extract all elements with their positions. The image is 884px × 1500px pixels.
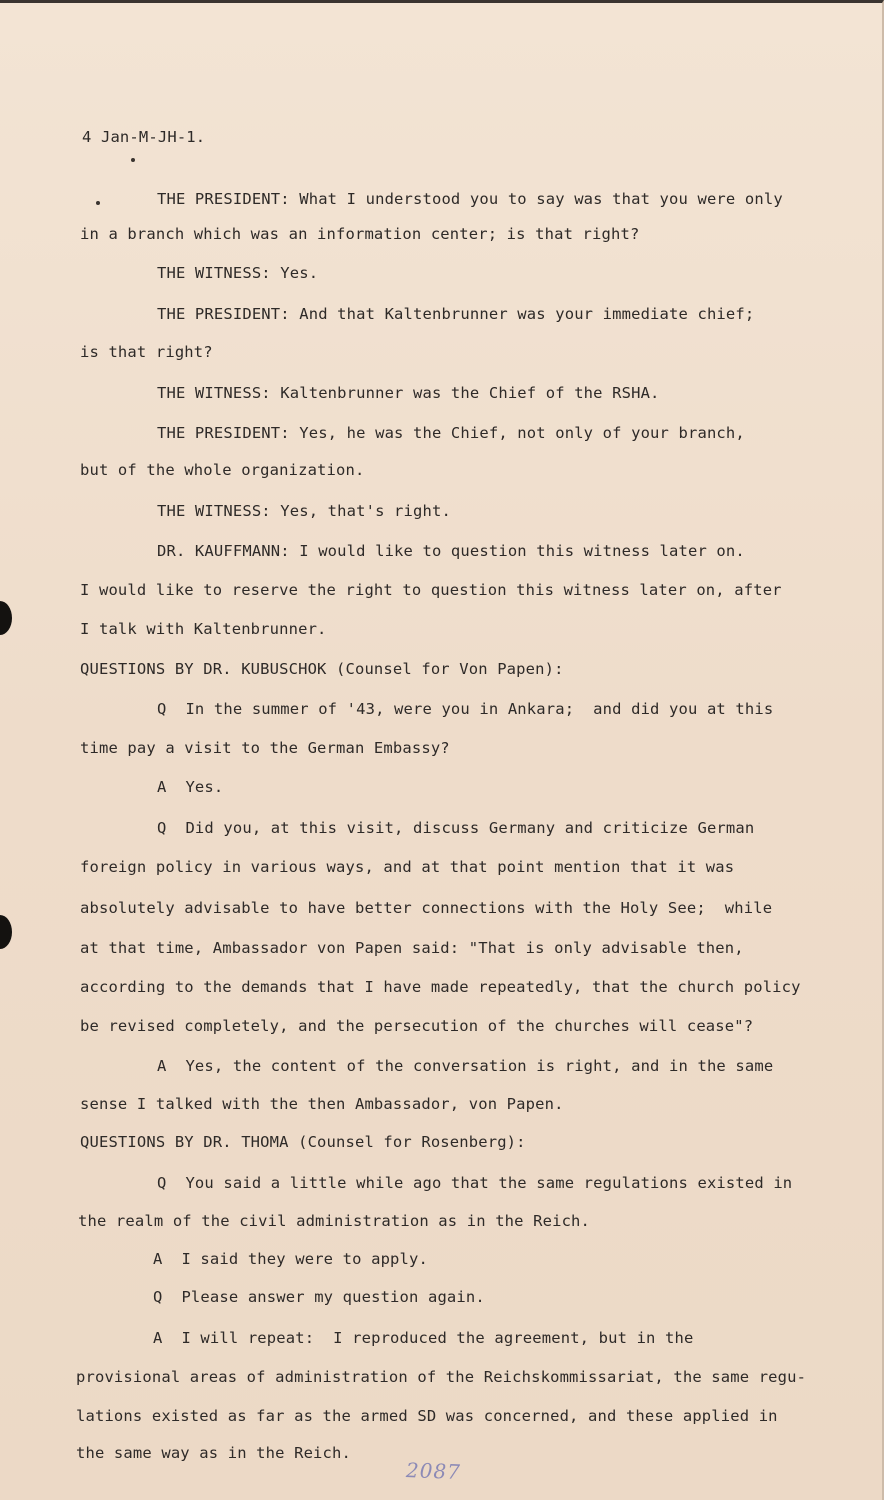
punch-hole [0,601,12,635]
transcript-line: I would like to reserve the right to question this witness later on, after [80,581,782,599]
transcript-line: be revised completely, and the persecution of the churches will cease"? [80,1017,754,1035]
page-number: 2087 [405,1458,462,1484]
transcript-line: at that time, Ambassador von Papen said: "That is only advisable then, [80,939,744,957]
transcript-line: is that right? [80,343,213,361]
transcript-line: Q In the summer of '43, were you in Ankara; and did you at this [157,700,774,718]
transcript-line: foreign policy in various ways, and at that point mention that it was [80,858,735,876]
transcript-line: lations existed as far as the armed SD was concerned, and these applied in [76,1407,778,1425]
transcript-line: A Yes, the content of the conversation is right, and in the same [157,1057,774,1075]
transcript-line: sense I talked with the then Ambassador, von Papen. [80,1095,564,1113]
transcript-line: A I will repeat: I reproduced the agreement, but in the [153,1329,694,1347]
transcript-line: THE PRESIDENT: What I understood you to say was that you were only [157,190,783,208]
page-reference: 4 Jan-M-JH-1. [82,128,206,146]
transcript-line: THE PRESIDENT: Yes, he was the Chief, not only of your branch, [157,424,745,442]
transcript-line: A Yes. [157,778,224,796]
transcript-line: Q You said a little while ago that the same regulations existed in [157,1174,793,1192]
transcript-line: THE WITNESS: Yes. [157,264,319,282]
transcript-line: I talk with Kaltenbrunner. [80,620,327,638]
transcript-line: DR. KAUFFMANN: I would like to question this witness later on. [157,542,745,560]
transcript-line: according to the demands that I have made repeatedly, that the church policy [80,978,801,996]
transcript-line: THE WITNESS: Kaltenbrunner was the Chief of the RSHA. [157,384,660,402]
transcript-line: THE WITNESS: Yes, that's right. [157,502,451,520]
transcript-line: Q Please answer my question again. [153,1288,485,1306]
transcript-line: provisional areas of administration of the Reichskommissariat, the same regu- [76,1368,807,1386]
section-heading: QUESTIONS BY DR. THOMA (Counsel for Rosenberg): [80,1133,526,1151]
transcript-line: in a branch which was an information center; is that right? [80,225,640,243]
punch-hole [0,915,12,949]
ink-dot [96,201,100,205]
section-heading: QUESTIONS BY DR. KUBUSCHOK (Counsel for Von Papen): [80,660,564,678]
transcript-line: the realm of the civil administration as in the Reich. [78,1212,591,1230]
transcript-line: but of the whole organization. [80,461,365,479]
transcript-line: A I said they were to apply. [153,1250,428,1268]
transcript-line: time pay a visit to the German Embassy? [80,739,450,757]
transcript-line: Q Did you, at this visit, discuss Germany and criticize German [157,819,755,837]
transcript-line: THE PRESIDENT: And that Kaltenbrunner was your immediate chief; [157,305,755,323]
ink-dot [131,158,135,162]
transcript-line: the same way as in the Reich. [76,1444,351,1462]
transcript-line: absolutely advisable to have better connections with the Holy See; while [80,899,773,917]
